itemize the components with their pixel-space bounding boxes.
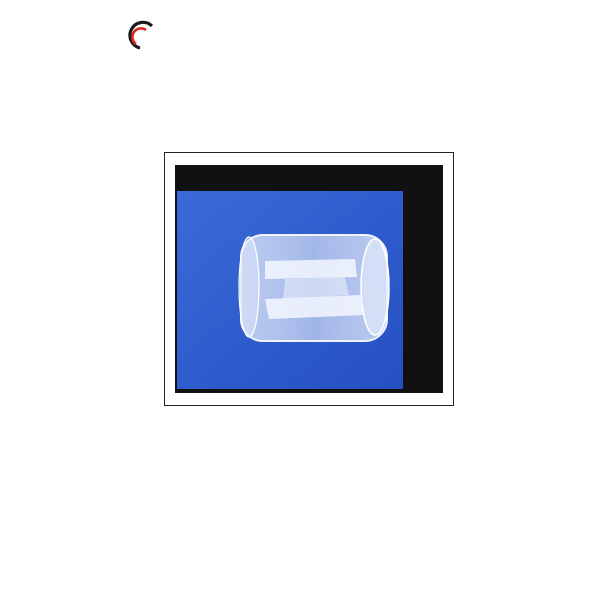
mosen-logo-icon: [124, 18, 224, 54]
sample-jar: [239, 235, 389, 341]
sample-photo-frame: [164, 152, 454, 406]
sample-photo: [165, 153, 453, 405]
